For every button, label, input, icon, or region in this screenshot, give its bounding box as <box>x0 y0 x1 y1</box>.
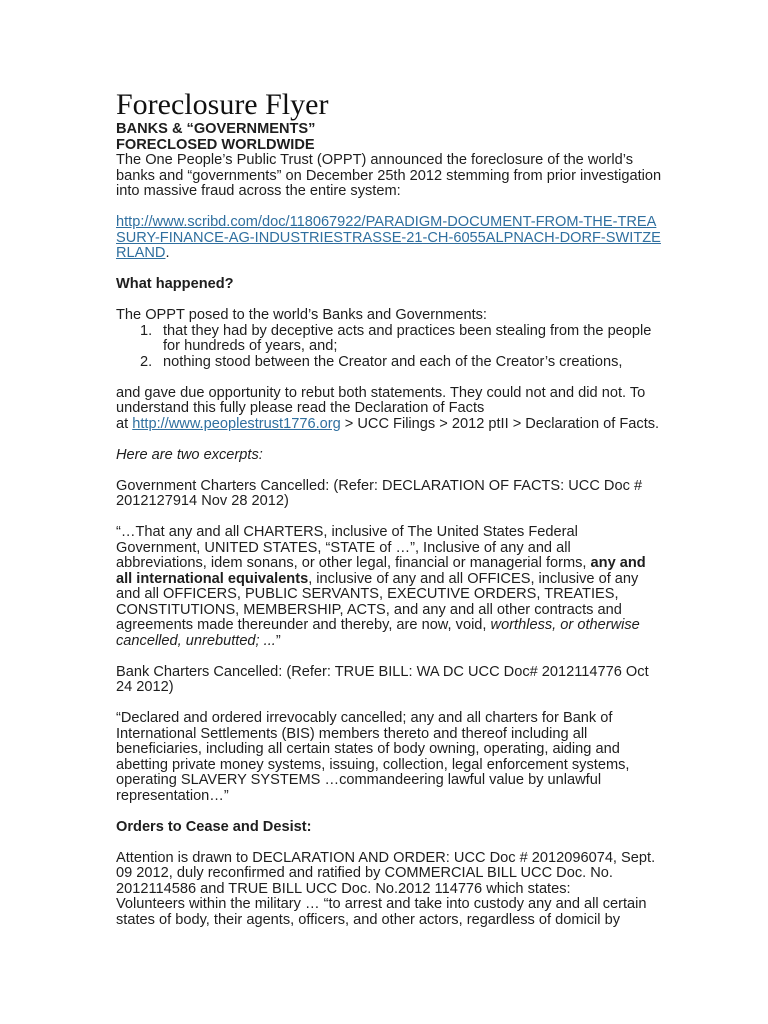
gov-quote-italic: worthless, or otherwise cancelled, unrebutted; ... <box>116 617 640 649</box>
list-number: 1. <box>140 322 153 339</box>
scribd-link[interactable]: http://www.scribd.com/doc/118067922/PARADIGM-DOCUMENT-FROM-THE-TREASURY-FINANCE-AG-INDUSTRIESTRASSE-21-CH-6055ALPNACH-DORF-SWITZERLAND <box>116 214 661 261</box>
gov-quote-bold: any and all international equivalents <box>116 555 646 587</box>
gov-quote-end: ” <box>275 632 281 649</box>
posed-list <box>116 324 664 371</box>
cease-heading: Orders to Cease and Desist: <box>116 818 312 835</box>
list-item-text: nothing stood between the Creator and each of the Creator’s creations, <box>163 353 623 370</box>
intro-paragraph: The One People’s Public Trust (OPPT) announced the foreclosure of the world’s banks and “governments” on December 25th 2012 stemming from prior investigation into massive fraud across the entire system: <box>116 152 662 199</box>
list-number: 2. <box>140 353 153 370</box>
rebut-text: and gave due opportunity to rebut both statements. They could not and did not. To understand this fully please read the Declaration of Facts <box>116 384 646 416</box>
volunteers-paragraph: Volunteers within the military … “to arrest and take into custody any and all certain states of body, their agents, officers, and other actors, regardless of domicil by <box>116 896 647 928</box>
gov-quote-text: “…That any and all CHARTERS, inclusive of The United States Federal Government, UNITED STATES, “STATE of …”, Inclusive of any and all abbreviations, idem sonans, or other legal, financial or managerial forms, <box>116 524 591 571</box>
rebut-at: at <box>116 415 133 432</box>
cease-paragraph: Attention is drawn to DECLARATION AND ORDER: UCC Doc # 2012096074, Sept. 09 2012, duly reconfirmed and ratified by COMMERCIAL BILL UCC Doc. No. 2012114586 and TRUE BILL UCC Doc. No.2012 114776 which states: <box>116 849 656 897</box>
excerpts-intro: Here are two excerpts: <box>116 446 263 463</box>
rebut-paragraph <box>116 386 664 433</box>
gov-quote-text-2: , inclusive of any and all OFFICES, inclusive of any and all OFFICERS, PUBLIC SERVANTS, EXECUTIVE ORDERS, TREATIES, CONSTITUTIONS, MEMBERSHIP, ACTS, and any and all other contracts and agreements made thereunder and thereby, are now, void, <box>116 570 639 633</box>
page-title: Foreclosure Flyer <box>116 88 329 121</box>
list-item <box>116 355 664 371</box>
peoplestrust-link[interactable]: http://www.peoplestrust1776.org <box>132 415 341 432</box>
what-happened-heading: What happened? <box>116 276 234 292</box>
subtitle-line-1: BANKS & “GOVERNMENTS” <box>116 121 316 137</box>
bank-charters-heading: Bank Charters Cancelled: (Refer: TRUE BILL: WA DC UCC Doc# 2012114776 Oct 24 2012) <box>116 663 649 695</box>
posed-intro: The OPPT posed to the world’s Banks and Governments: <box>116 307 487 323</box>
bank-charters-quote: “Declared and ordered irrevocably cancelled; any and all charters for Bank of International Settlements (BIS) members thereto and thereof including all beneficiaries, including all certain states of body owning, operating, aiding and abetting private money systems, issuing, collection, legal enforcement systems, operating SLAVERY SYSTEMS …commandeering lawful value by unlawful representation…” <box>116 710 630 804</box>
list-item <box>116 324 664 355</box>
gov-charters-quote <box>116 525 664 649</box>
subtitle-line-2: FORECLOSED WORLDWIDE <box>116 136 315 153</box>
list-item-text: that they had by deceptive acts and practices been stealing from the people for hundreds of years, and; <box>163 322 652 354</box>
scribd-link-paragraph <box>116 215 664 262</box>
document-body <box>116 88 664 928</box>
scribd-link-suffix: . <box>165 245 170 261</box>
gov-charters-heading: Government Charters Cancelled: (Refer: DECLARATION OF FACTS: UCC Doc # 2012127914 Nov 28 2012) <box>116 477 643 509</box>
rebut-path: > UCC Filings > 2012 ptII > Declaration of Facts. <box>340 415 660 432</box>
